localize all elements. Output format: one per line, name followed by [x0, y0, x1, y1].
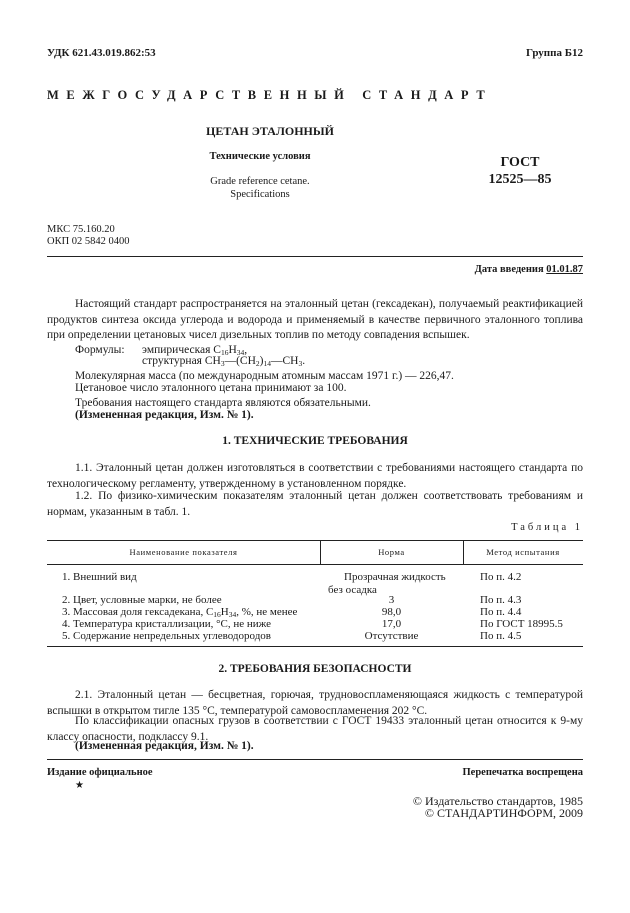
table-row-1-norm-line1: Прозрачная жидкость: [344, 571, 446, 583]
structural-formula: структурная $CH_3—(CH_2)_{14}—CH_3$.: [142, 355, 306, 368]
star-icon: ★: [75, 780, 84, 791]
table-row-3-name: 3. Массовая доля гексадекана, $C_{16}H_{34}$, %, не менее: [62, 606, 298, 619]
table-row-4-method: По ГОСТ 18995.5: [480, 618, 563, 630]
english-title-line1: Grade reference cetane.: [210, 176, 310, 187]
official-edition: Издание официальное: [47, 767, 153, 778]
table-row-1-norm-line2: без осадка: [328, 584, 377, 596]
table-row-5-name: 5. Содержание непредельных углеводородов: [62, 630, 271, 642]
english-title-line2: Specifications: [230, 189, 290, 200]
mks-code: МКС 75.160.20: [47, 224, 115, 235]
table-row-4-norm: 17,0: [381, 618, 402, 630]
table-top-border: [47, 540, 583, 541]
introduction-date: [475, 264, 583, 275]
table-row-5-norm: Отсутствие: [364, 630, 419, 642]
mandatory-note: Требования настоящего стандарта являются обязательными.: [75, 397, 371, 409]
table-row-5-method: По п. 4.5: [480, 630, 522, 642]
table-header-method: Метод испытания: [486, 547, 560, 557]
table-row-2-name: 2. Цвет, условные марки, не более: [62, 594, 222, 606]
okp-code: ОКП 02 5842 0400: [47, 236, 130, 247]
table-row-3-method: По п. 4.4: [480, 606, 522, 618]
table-caption: Таблица 1: [511, 522, 583, 533]
group-code: Группа Б12: [526, 47, 583, 59]
table-row-3-norm: 98,0: [381, 606, 402, 618]
empirical-formula: эмпирическая $C_{16}H_{34}$,: [142, 344, 248, 357]
table-row-4-name: 4. Температура кристаллизации, °С, не ниже: [62, 618, 271, 630]
section-1-paragraph-1: 1.1. Эталонный цетан должен изготовляться в соответствии с требованиями настоящего стандарта по технологическому регламенту, утвержденному в установленном порядке.: [47, 462, 583, 490]
amendment-note: (Измененная редакция, Изм. № 1).: [75, 409, 254, 421]
molecular-mass: Молекулярная масса (по международным атомным массам 1971 г.) — 226,47.: [75, 370, 454, 382]
table-bottom-border: [47, 646, 583, 647]
section-2-amendment: (Измененная редакция, Изм. № 1).: [75, 740, 254, 752]
section-1-heading: 1. ТЕХНИЧЕСКИЕ ТРЕБОВАНИЯ: [222, 435, 408, 447]
formulas-label: Формулы:: [75, 344, 125, 356]
document-title: ЦЕТАН ЭТАЛОННЫЙ: [205, 124, 334, 138]
section-2-paragraph-1: 2.1. Эталонный цетан — бесцветная, горючая, трудновоспламеняющаяся жидкость с температурой вспышки в открытом тигле 135 °С, температурой самовоспламенения 202 °С.: [47, 689, 583, 717]
introduction-date-value: 01.01.87: [546, 264, 583, 275]
table-row-2-method: По п. 4.3: [480, 594, 522, 606]
document-subtitle: Технические условия: [209, 151, 311, 162]
table-header-norm: Норма: [378, 547, 405, 557]
gost-label: ГОСТ: [500, 155, 540, 170]
udc-code: УДК 621.43.019.862:53: [47, 47, 156, 59]
table-header-border: [47, 564, 583, 565]
gost-number: 12525—85: [488, 172, 552, 187]
section-1-paragraph-2: 1.2. По физико-химическим показателям эталонный цетан должен соответствовать требованиям и нормам, указанным в табл. 1.: [47, 490, 583, 518]
introduction-date-label: Дата введения: [474, 264, 544, 275]
copyright-2009: © СТАНДАРТИНФОРМ, 2009: [424, 806, 583, 820]
table-row-2-norm: 3: [388, 594, 395, 606]
table-row-1-name: 1. Внешний вид: [62, 571, 137, 583]
copyright-1985: © Издательство стандартов, 1985: [412, 794, 583, 808]
divider: [47, 256, 583, 257]
footer-divider: [47, 759, 583, 760]
reprint-notice: Перепечатка воспрещена: [462, 767, 583, 778]
cetane-number: Цетановое число эталонного цетана принимают за 100.: [75, 382, 347, 394]
section-2-paragraph-2: По классификации опасных грузов в соответствии с ГОСТ 19433 эталонный цетан относится к 9-му классу опасности, подклассу 9.1.: [47, 715, 583, 743]
section-2-heading: 2. ТРЕБОВАНИЯ БЕЗОПАСНОСТИ: [218, 663, 412, 675]
standard-banner: МЕЖГОСУДАРСТВЕННЫЙ СТАНДАРТ: [47, 88, 493, 102]
intro-paragraph: Настоящий стандарт распространяется на эталонный цетан (гексадекан), получаемый реактификацией продуктов синтеза оксида углерода и водорода и применяемый в качестве первичного эталонного топлива при определении цетановых чисел дизельных топлив по методу совпадения вспышек.: [47, 298, 583, 341]
table-row-1-method: По п. 4.2: [480, 571, 522, 583]
table-header-name: Наименование показателя: [129, 547, 238, 557]
